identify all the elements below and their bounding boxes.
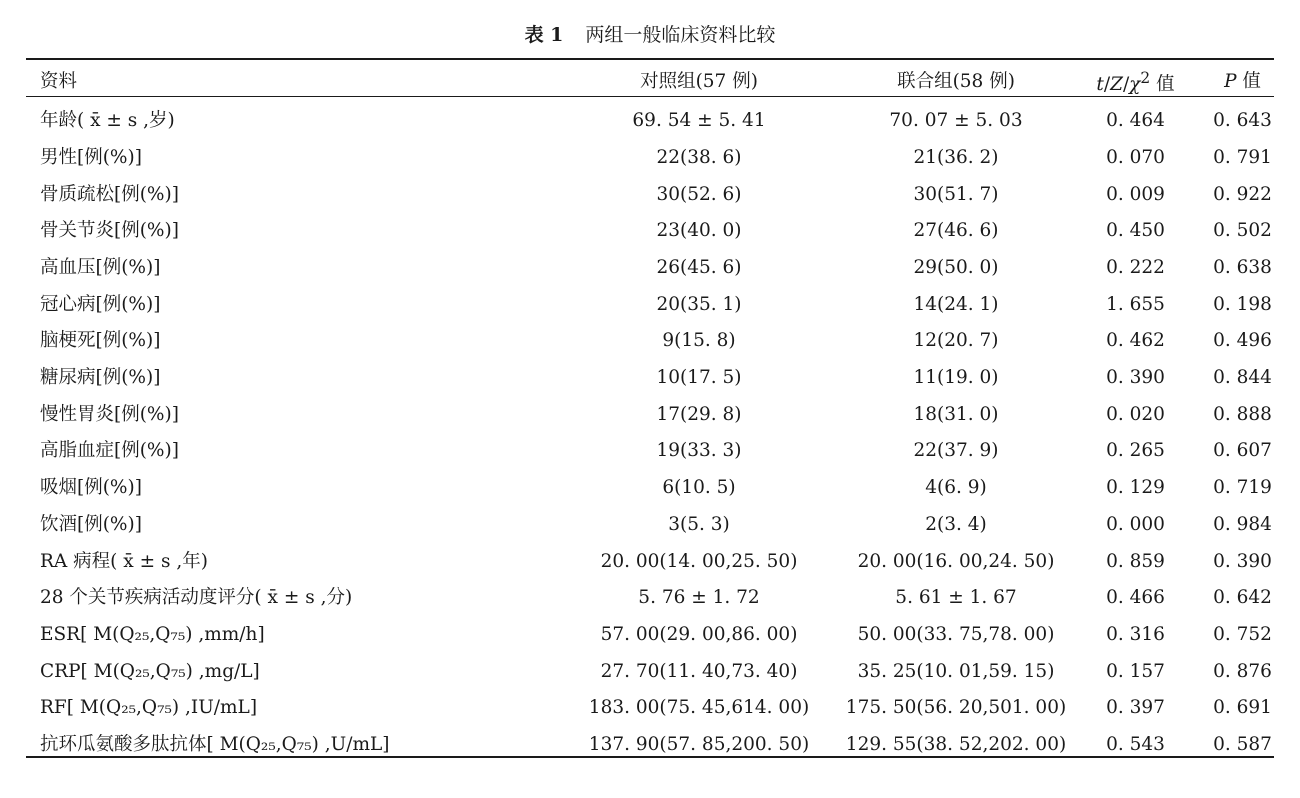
table-row bbox=[26, 617, 1288, 654]
cell-combined: 35. 25(10. 01,59. 15) bbox=[857, 660, 1055, 682]
table-row bbox=[26, 654, 1288, 691]
cell-combined: 4(6. 9) bbox=[925, 477, 987, 499]
cell-p-value: 0. 502 bbox=[1213, 220, 1272, 242]
stat-sep-1: / bbox=[1103, 74, 1111, 96]
cell-combined: 18(31. 0) bbox=[913, 403, 999, 425]
cell-control: 27. 70(11. 40,73. 40) bbox=[600, 660, 798, 682]
cell-control: 20(35. 1) bbox=[656, 293, 742, 315]
table-row bbox=[26, 470, 1288, 507]
cell-item: 饮酒[例(%)] bbox=[40, 513, 142, 535]
table-row bbox=[26, 323, 1288, 360]
table-number: 表 1 bbox=[524, 24, 564, 46]
stat-t: t bbox=[1096, 74, 1104, 96]
cell-statistic: 0. 390 bbox=[1106, 367, 1165, 389]
cell-combined: 27(46. 6) bbox=[913, 220, 999, 242]
cell-item: RF[ M(Q₂₅,Q₇₅) ,IU/mL] bbox=[40, 697, 258, 719]
table-body bbox=[26, 103, 1288, 764]
cell-p-value: 0. 876 bbox=[1213, 660, 1272, 682]
cell-combined: 5. 61 ± 1. 67 bbox=[895, 587, 1017, 609]
cell-combined: 14(24. 1) bbox=[913, 293, 999, 315]
cell-control: 20. 00(14. 00,25. 50) bbox=[600, 550, 798, 572]
cell-statistic: 0. 462 bbox=[1106, 330, 1165, 352]
cell-statistic: 0. 070 bbox=[1106, 146, 1165, 168]
table-row bbox=[26, 213, 1288, 250]
table-row bbox=[26, 250, 1288, 287]
stat-chi: χ bbox=[1129, 74, 1141, 96]
cell-statistic: 0. 397 bbox=[1106, 697, 1165, 719]
cell-control: 26(45. 6) bbox=[656, 256, 742, 278]
cell-p-value: 0. 638 bbox=[1213, 256, 1272, 278]
cell-statistic: 0. 543 bbox=[1106, 734, 1165, 756]
cell-statistic: 0. 222 bbox=[1106, 256, 1165, 278]
table-row bbox=[26, 727, 1288, 764]
table-title bbox=[0, 22, 1300, 48]
table-caption: 两组一般临床资料比较 bbox=[585, 24, 776, 46]
table-row bbox=[26, 544, 1288, 581]
table-row bbox=[26, 140, 1288, 177]
stat-sep-2: / bbox=[1122, 74, 1130, 96]
cell-statistic: 0. 466 bbox=[1106, 587, 1165, 609]
cell-p-value: 0. 390 bbox=[1213, 550, 1272, 572]
cell-combined: 129. 55(38. 52,202. 00) bbox=[845, 734, 1067, 756]
table-row bbox=[26, 580, 1288, 617]
cell-statistic: 0. 009 bbox=[1106, 183, 1165, 205]
table-row bbox=[26, 397, 1288, 434]
cell-p-value: 0. 922 bbox=[1213, 183, 1272, 205]
header-statistic bbox=[1074, 60, 1197, 103]
cell-control: 23(40. 0) bbox=[656, 220, 742, 242]
stat-chi-sup: 2 bbox=[1140, 69, 1151, 87]
cell-p-value: 0. 888 bbox=[1213, 403, 1272, 425]
cell-p-value: 0. 587 bbox=[1213, 734, 1272, 756]
header-item: 资料 bbox=[40, 70, 78, 92]
cell-p-value: 0. 496 bbox=[1213, 330, 1272, 352]
cell-item: 高血压[例(%)] bbox=[40, 256, 161, 278]
table-row bbox=[26, 507, 1288, 544]
cell-p-value: 0. 984 bbox=[1213, 513, 1272, 535]
cell-control: 9(15. 8) bbox=[662, 330, 736, 352]
cell-item: CRP[ M(Q₂₅,Q₇₅) ,mg/L] bbox=[40, 660, 260, 682]
cell-statistic: 0. 859 bbox=[1106, 550, 1165, 572]
table-row bbox=[26, 177, 1288, 214]
cell-combined: 20. 00(16. 00,24. 50) bbox=[857, 550, 1055, 572]
cell-p-value: 0. 752 bbox=[1213, 624, 1272, 645]
header-row bbox=[26, 60, 1288, 103]
cell-p-value: 0. 643 bbox=[1213, 110, 1272, 132]
cell-statistic: 0. 464 bbox=[1106, 110, 1165, 132]
table-row bbox=[26, 287, 1288, 324]
cell-combined: 29(50. 0) bbox=[913, 256, 999, 278]
cell-control: 3(5. 3) bbox=[668, 513, 730, 535]
cell-control: 6(10. 5) bbox=[662, 477, 736, 499]
cell-item: 骨质疏松[例(%)] bbox=[40, 183, 179, 205]
cell-item: 年龄( x̄ ± s ,岁) bbox=[40, 110, 175, 132]
stat-z: Z bbox=[1110, 74, 1123, 96]
comparison-table bbox=[26, 60, 1288, 764]
cell-control: 17(29. 8) bbox=[656, 403, 742, 425]
cell-item: RA 病程( x̄ ± s ,年) bbox=[40, 550, 208, 572]
cell-statistic: 0. 157 bbox=[1106, 660, 1165, 682]
cell-control: 183. 00(75. 45,614. 00) bbox=[588, 697, 810, 719]
p-suffix: 值 bbox=[1236, 70, 1261, 92]
cell-statistic: 0. 316 bbox=[1106, 624, 1165, 645]
cell-control: 5. 76 ± 1. 72 bbox=[638, 587, 760, 609]
cell-item: 慢性胃炎[例(%)] bbox=[40, 403, 179, 425]
header-p-value bbox=[1197, 60, 1288, 103]
cell-p-value: 0. 198 bbox=[1213, 293, 1272, 315]
cell-item: 抗环瓜氨酸多肽抗体[ M(Q₂₅,Q₇₅) ,U/mL] bbox=[40, 734, 390, 756]
table-row bbox=[26, 690, 1288, 727]
cell-control: 69. 54 ± 5. 41 bbox=[632, 110, 766, 132]
stat-suffix: 值 bbox=[1150, 74, 1175, 96]
cell-p-value: 0. 607 bbox=[1213, 440, 1272, 462]
header-control-group: 对照组(57 例) bbox=[640, 70, 758, 92]
cell-combined: 22(37. 9) bbox=[913, 440, 999, 462]
cell-p-value: 0. 719 bbox=[1213, 477, 1272, 499]
cell-statistic: 0. 265 bbox=[1106, 440, 1165, 462]
cell-combined: 11(19. 0) bbox=[913, 367, 999, 389]
cell-statistic: 0. 020 bbox=[1106, 403, 1165, 425]
cell-statistic: 0. 450 bbox=[1106, 220, 1165, 242]
table-row bbox=[26, 103, 1288, 140]
cell-control: 30(52. 6) bbox=[656, 183, 742, 205]
cell-item: 冠心病[例(%)] bbox=[40, 293, 161, 315]
cell-item: ESR[ M(Q₂₅,Q₇₅) ,mm/h] bbox=[40, 624, 265, 645]
cell-statistic: 0. 000 bbox=[1106, 513, 1165, 535]
cell-item: 糖尿病[例(%)] bbox=[40, 367, 161, 389]
cell-control: 10(17. 5) bbox=[656, 367, 742, 389]
cell-combined: 70. 07 ± 5. 03 bbox=[889, 110, 1023, 132]
cell-control: 22(38. 6) bbox=[656, 146, 742, 168]
cell-p-value: 0. 791 bbox=[1213, 146, 1272, 168]
table-row bbox=[26, 360, 1288, 397]
cell-statistic: 0. 129 bbox=[1106, 477, 1165, 499]
cell-item: 骨关节炎[例(%)] bbox=[40, 220, 179, 242]
cell-combined: 2(3. 4) bbox=[925, 513, 987, 535]
cell-item: 吸烟[例(%)] bbox=[40, 477, 142, 499]
cell-item: 男性[例(%)] bbox=[40, 146, 142, 168]
cell-item: 脑梗死[例(%)] bbox=[40, 330, 161, 352]
cell-p-value: 0. 844 bbox=[1213, 367, 1272, 389]
cell-item: 28 个关节疾病活动度评分( x̄ ± s ,分) bbox=[40, 587, 353, 609]
cell-control: 19(33. 3) bbox=[656, 440, 742, 462]
p-letter: P bbox=[1224, 70, 1237, 92]
cell-combined: 12(20. 7) bbox=[913, 330, 999, 352]
cell-combined: 50. 00(33. 75,78. 00) bbox=[857, 624, 1055, 645]
cell-item: 高脂血症[例(%)] bbox=[40, 440, 179, 462]
cell-p-value: 0. 691 bbox=[1213, 697, 1272, 719]
header-combined-group: 联合组(58 例) bbox=[897, 70, 1015, 92]
cell-combined: 21(36. 2) bbox=[913, 146, 999, 168]
cell-p-value: 0. 642 bbox=[1213, 587, 1272, 609]
cell-combined: 175. 50(56. 20,501. 00) bbox=[845, 697, 1067, 719]
cell-control: 57. 00(29. 00,86. 00) bbox=[600, 624, 798, 645]
cell-control: 137. 90(57. 85,200. 50) bbox=[588, 734, 810, 756]
table-row bbox=[26, 433, 1288, 470]
cell-statistic: 1. 655 bbox=[1106, 293, 1165, 315]
cell-combined: 30(51. 7) bbox=[913, 183, 999, 205]
